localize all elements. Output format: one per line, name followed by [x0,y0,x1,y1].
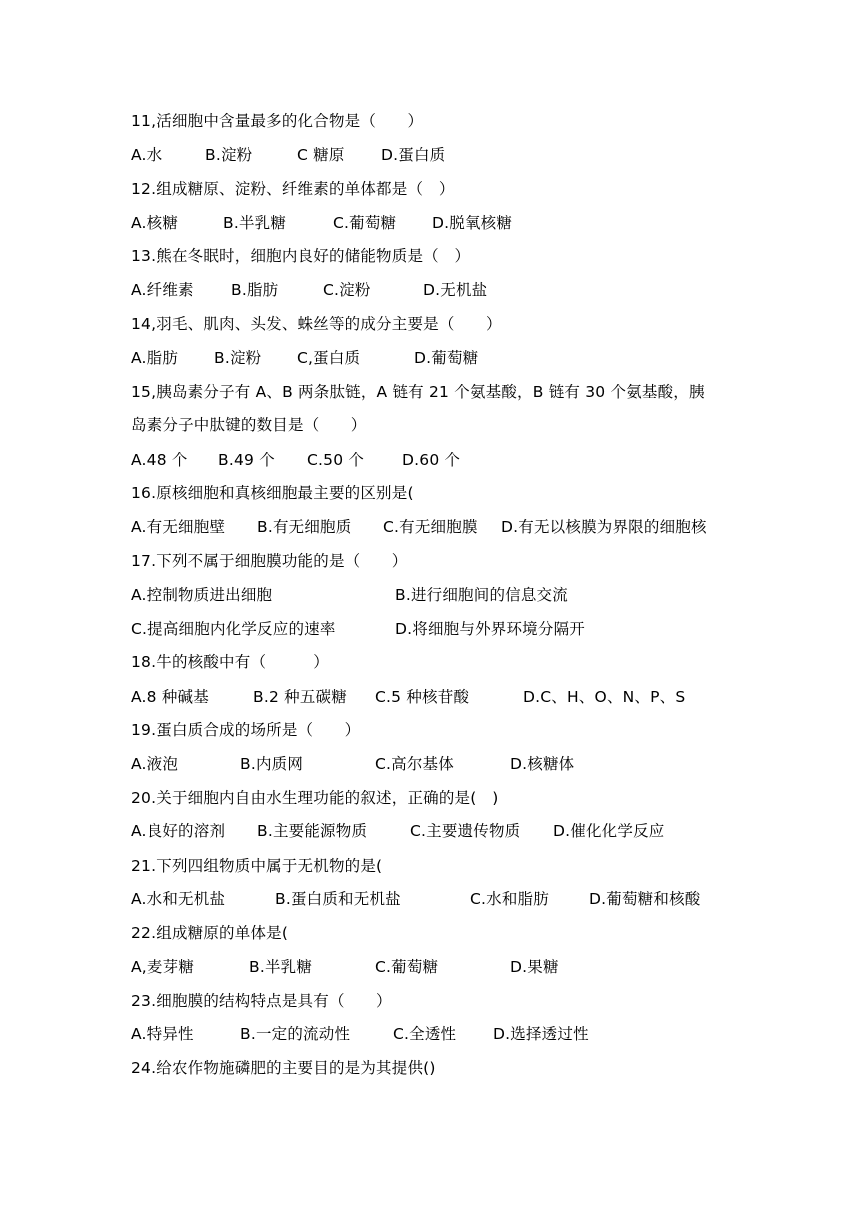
option-c: C.提高细胞内化学反应的速率 [131,620,336,638]
option-d: D.催化化学反应 [553,822,665,840]
question-20-stem: 20.关于细胞内自由水生理功能的叙述，正确的是( ) [131,789,499,807]
option-c: C.50 个 [307,451,365,469]
question-15-stem-line2: 岛素分子中肽键的数目是（ ） [131,416,367,434]
option-a: A.脂肪 [131,349,179,367]
option-b: B.主要能源物质 [257,822,368,840]
question-23-stem: 23.细胞膜的结构特点是具有（ ） [131,992,392,1010]
question-11-stem: 11,活细胞中含量最多的化合物是（ ） [131,112,424,130]
question-14-stem: 14,羽毛、肌肉、头发、蛛丝等的成分主要是（ ） [131,315,502,333]
option-d: D.选择透过性 [493,1025,589,1043]
question-12-options [131,211,513,235]
option-b: B.蛋白质和无机盐 [275,890,401,908]
option-a: A.48 个 [131,451,188,469]
option-a: A.控制物质进出细胞 [131,586,273,604]
option-d: D.C、H、O、N、P、S [523,688,686,706]
question-15-stem-line1: 15,胰岛素分子有 A、B 两条肽链，A 链有 21 个氨基酸，B 链有 30 个氨基酸，胰 [131,383,705,401]
question-22-options [131,955,559,979]
option-d: D.葡萄糖 [414,349,479,367]
option-a: A.有无细胞壁 [131,518,226,536]
question-11-options [131,143,446,167]
option-b: B.有无细胞质 [257,518,352,536]
question-16-stem: 16.原核细胞和真核细胞最主要的区别是( [131,484,414,502]
option-b: B.半乳糖 [223,214,287,232]
option-c: C.淀粉 [323,281,371,299]
question-21-options [131,887,701,911]
option-b: B.一定的流动性 [240,1025,351,1043]
option-b: B.2 种五碳糖 [253,688,347,706]
option-d: D.脱氧核糖 [432,214,513,232]
question-24-stem: 24.给农作物施磷肥的主要目的是为其提供() [131,1059,436,1077]
option-a: A.水和无机盐 [131,890,226,908]
question-23-options [131,1022,589,1046]
option-a: A.液泡 [131,755,179,773]
question-18-options [131,685,686,709]
option-c: C.5 种核苷酸 [375,688,470,706]
option-d: D.有无以核膜为界限的细胞核 [501,518,707,536]
question-13-stem: 13.熊在冬眠时，细胞内良好的储能物质是（ ） [131,247,471,265]
option-c: C.水和脂肪 [470,890,549,908]
option-c: C.葡萄糖 [333,214,397,232]
option-d: D.核糖体 [510,755,575,773]
question-19-options [131,752,575,776]
question-17-options-row1 [131,583,568,607]
question-13-options [131,278,488,302]
question-12-stem: 12.组成糖原、淀粉、纤维素的单体都是（ ） [131,180,455,198]
option-b: B.淀粉 [214,349,262,367]
option-d: D.60 个 [402,451,461,469]
option-b: B.脂肪 [231,281,279,299]
question-18-stem: 18.牛的核酸中有（ ） [131,653,329,671]
option-a: A,麦芽糖 [131,958,195,976]
question-22-stem: 22.组成糖原的单体是( [131,924,289,942]
option-a: A.水 [131,146,163,164]
option-c: C.葡萄糖 [375,958,439,976]
question-14-options [131,346,479,370]
option-b: B.淀粉 [205,146,253,164]
option-c: C,蛋白质 [297,349,361,367]
option-d: D.果糖 [510,958,559,976]
option-d: D.蛋白质 [381,146,446,164]
question-19-stem: 19.蛋白质合成的场所是（ ） [131,721,361,739]
option-c: C.全透性 [393,1025,457,1043]
question-21-stem: 21.下列四组物质中属于无机物的是( [131,857,383,875]
option-b: B.半乳糖 [249,958,313,976]
question-15-options [131,448,461,472]
question-16-options [131,515,707,539]
option-b: B.进行细胞间的信息交流 [395,586,568,604]
option-d: D.无机盐 [423,281,488,299]
option-c: C.主要遗传物质 [410,822,521,840]
question-20-options [131,819,665,843]
question-17-stem: 17.下列不属于细胞膜功能的是（ ） [131,552,408,570]
option-a: A.8 种碱基 [131,688,209,706]
option-c: C.高尔基体 [375,755,454,773]
option-a: A.纤维素 [131,281,194,299]
question-17-options-row2 [131,617,585,641]
option-a: A.核糖 [131,214,179,232]
option-b: B.内质网 [240,755,304,773]
option-b: B.49 个 [218,451,275,469]
option-a: A.特异性 [131,1025,194,1043]
option-c: C.有无细胞膜 [383,518,478,536]
option-c: C 糖原 [297,146,345,164]
option-d: D.将细胞与外界环境分隔开 [395,620,585,638]
option-a: A.良好的溶剂 [131,822,226,840]
option-d: D.葡萄糖和核酸 [589,890,701,908]
